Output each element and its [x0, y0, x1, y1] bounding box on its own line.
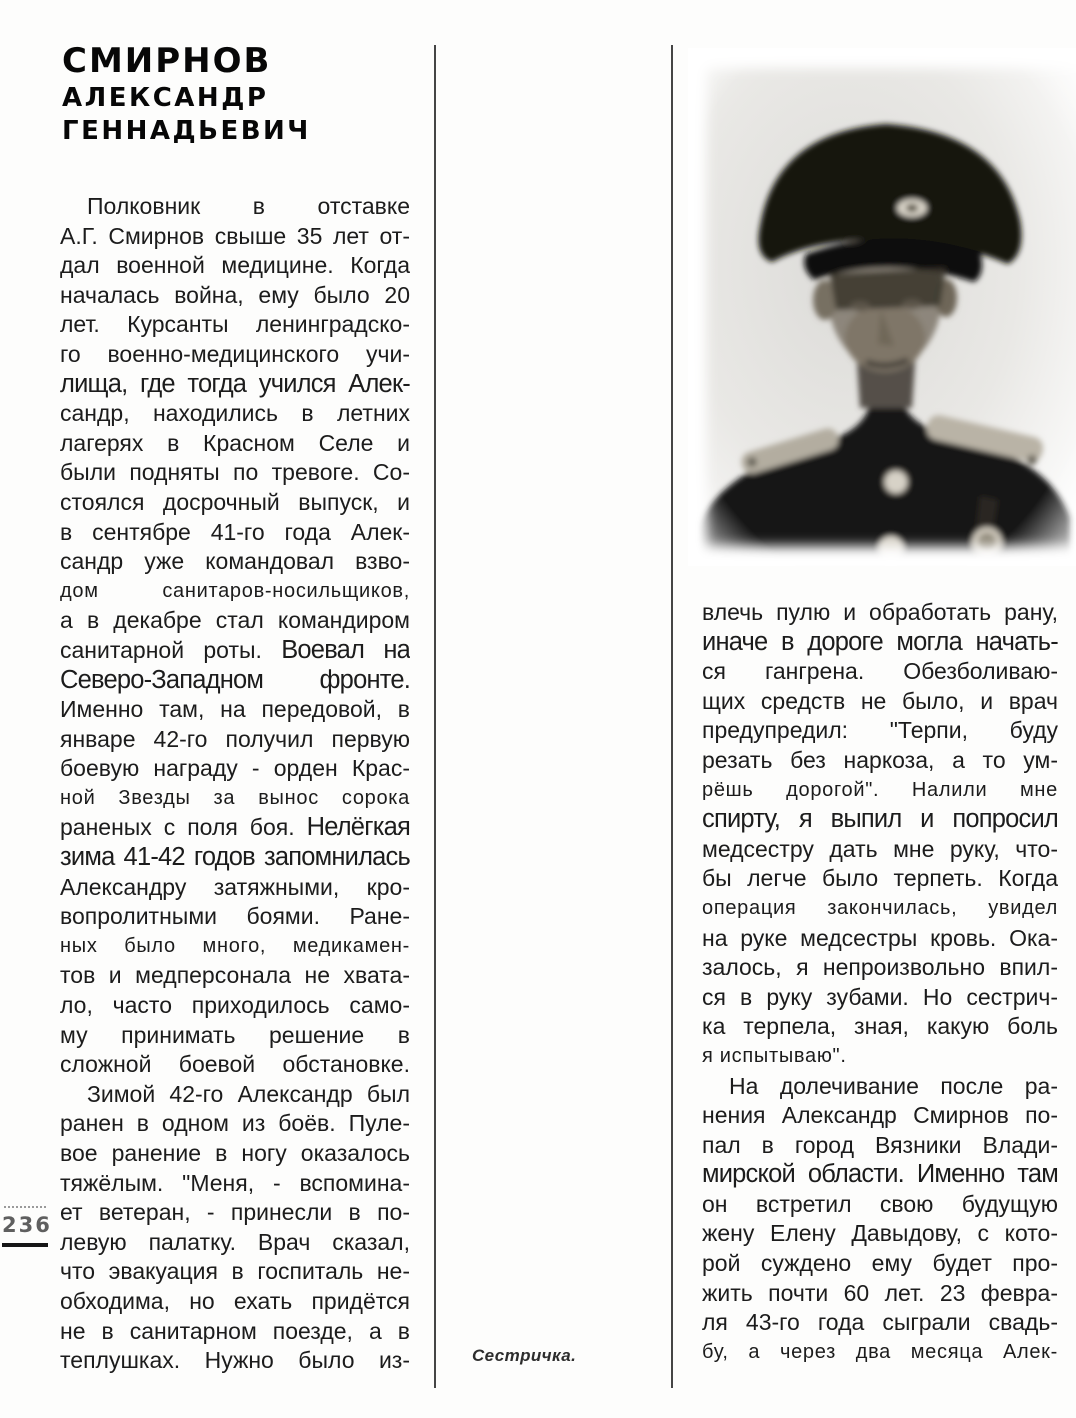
text-line	[702, 1219, 1058, 1249]
text-segment: бу, а через два месяца Алек-	[702, 1340, 1058, 1363]
text-segment: ся гангрена. Обезболиваю-	[702, 658, 1058, 685]
text-segment: тяжёлым. "Меня, - вспомина-	[60, 1169, 410, 1196]
text-segment: началась война, ему было 20	[60, 281, 410, 308]
column-divider-left	[434, 45, 436, 1388]
text-line	[702, 746, 1058, 776]
text-segment: тов и медперсонала не хвата-	[60, 962, 410, 989]
text-line	[60, 251, 410, 281]
text-line	[60, 666, 410, 696]
text-line	[60, 784, 410, 814]
text-segment: жить почти 60 лет. 23 февра-	[702, 1279, 1058, 1306]
text-segment: го военно-медицинского учи-	[60, 340, 410, 367]
text-line	[702, 1042, 1058, 1072]
left-column-text	[60, 192, 410, 1382]
portrait-photo-illustration	[688, 48, 1076, 566]
text-segment: боевую награду - орден Крас-	[60, 755, 410, 782]
text-segment: щих средств не было, и врач	[702, 687, 1058, 714]
text-segment: резать без наркоза, а то ум-	[702, 746, 1058, 773]
text-line	[60, 813, 410, 843]
text-line	[702, 1279, 1058, 1309]
text-line	[60, 429, 410, 459]
text-segment: дал военной медицине. Когда	[60, 252, 410, 279]
text-line	[60, 1346, 410, 1376]
text-segment: теплушках. Нужно было из-	[60, 1347, 410, 1374]
text-line	[60, 873, 410, 903]
text-segment: ранен в одном из боёв. Пуле-	[60, 1110, 410, 1137]
text-segment: ля 43-го года сыграли свадь-	[702, 1309, 1058, 1336]
text-segment: санитарной роты.	[60, 636, 282, 663]
text-segment: на руке медсестры кровь. Ока-	[702, 924, 1058, 951]
text-line	[60, 310, 410, 340]
text-segment: зима 41-42 годов запомнилась	[60, 843, 410, 872]
text-segment: вое ранение в ногу оказалось	[60, 1140, 410, 1166]
text-line	[702, 805, 1058, 835]
text-line	[60, 399, 410, 429]
page-number: 236	[2, 1213, 52, 1237]
text-segment: медсестру дать мне руку, что-	[702, 835, 1058, 862]
text-segment: Александру затяжными, кро-	[60, 873, 410, 900]
text-segment: в сентябре 41-го года Алек-	[60, 518, 410, 545]
text-line	[702, 894, 1058, 924]
text-segment: не в санитарном поезде, а в	[60, 1317, 410, 1344]
text-line	[60, 902, 410, 932]
text-line	[60, 1139, 410, 1169]
text-line	[60, 1080, 410, 1110]
text-line	[60, 281, 410, 311]
right-column-text	[702, 598, 1058, 1388]
column-divider-right	[671, 45, 673, 1388]
text-line	[60, 725, 410, 755]
text-segment: ет ветеран, - принесли в по-	[60, 1199, 410, 1226]
text-segment: что эвакуация в госпиталь не-	[60, 1258, 410, 1285]
text-line	[702, 983, 1058, 1013]
title-patronymic: ГЕННАДЬЕВИЧ	[62, 116, 311, 146]
text-line	[60, 1257, 410, 1287]
text-line	[60, 577, 410, 607]
text-line	[60, 222, 410, 252]
text-segment: лагерях в Красном Селе и	[60, 429, 410, 456]
text-segment: бы легче было терпеть. Когда	[702, 865, 1058, 892]
text-line	[702, 1249, 1058, 1279]
text-segment: а в декабре стал командиром	[60, 607, 410, 634]
text-segment: иначе в дороге могла начать-	[702, 627, 1058, 656]
text-line	[60, 1021, 410, 1051]
text-segment: рой суждено ему будет про-	[702, 1250, 1058, 1277]
text-segment: ных было много, медикамен-	[60, 934, 410, 957]
text-segment: А.Г. Смирнов свыше 35 лет от-	[60, 222, 410, 249]
text-segment: сандр, находились в летних	[60, 400, 410, 427]
text-segment: рёшь дорогой". Налили мне	[702, 778, 1058, 801]
text-segment: На долечивание после ра-	[729, 1072, 1058, 1099]
text-line	[60, 458, 410, 488]
text-segment: нения Александр Смирнов по-	[702, 1102, 1058, 1129]
text-line	[702, 1131, 1058, 1161]
text-segment: левую палатку. Врач сказал,	[60, 1228, 410, 1255]
text-segment: Северо-Западном фронте.	[60, 665, 410, 694]
text-line	[702, 953, 1058, 983]
text-line	[60, 340, 410, 370]
text-line	[702, 864, 1058, 894]
text-segment: ной Звезды за вынос сорока	[60, 786, 410, 809]
page-number-rule-bottom	[2, 1243, 48, 1247]
text-line	[702, 1072, 1058, 1102]
article-title	[62, 40, 311, 148]
page-number-block	[2, 1206, 52, 1247]
text-line	[702, 1338, 1058, 1368]
text-segment: были подняты по тревоге. Со-	[60, 459, 410, 486]
text-line	[702, 1160, 1058, 1190]
text-line	[60, 370, 410, 400]
text-line	[702, 924, 1058, 954]
text-segment: ло, часто приходилось само-	[60, 992, 410, 1019]
text-segment: пал в город Вязники Влади-	[702, 1131, 1058, 1158]
text-line	[702, 628, 1058, 658]
title-first-name: АЛЕКСАНДР	[62, 83, 269, 113]
text-line	[702, 1012, 1058, 1042]
text-segment: жену Елену Давыдову, с кото-	[702, 1220, 1058, 1247]
text-line	[60, 1228, 410, 1258]
portrait-photo	[688, 48, 1076, 566]
text-line	[702, 598, 1058, 628]
text-line	[702, 776, 1058, 806]
text-line	[60, 843, 410, 873]
text-line	[60, 754, 410, 784]
text-line	[60, 518, 410, 548]
text-segment: мирской области. Именно там	[702, 1160, 1058, 1189]
text-segment: влечь пулю и обработать рану,	[702, 599, 1058, 625]
text-line	[60, 1287, 410, 1317]
text-segment: стоялся досрочный выпуск, и	[60, 488, 410, 515]
text-line	[702, 1190, 1058, 1220]
text-line	[60, 695, 410, 725]
text-segment: вопролитными боями. Ране-	[60, 903, 410, 930]
text-line	[60, 1169, 410, 1199]
text-line	[60, 991, 410, 1021]
text-line	[60, 1109, 410, 1139]
text-line	[702, 657, 1058, 687]
text-segment: сложной боевой обстановке.	[60, 1051, 410, 1078]
text-line	[702, 716, 1058, 746]
text-line	[60, 606, 410, 636]
text-segment: лища, где тогда учился Алек-	[60, 369, 410, 398]
text-segment: Именно там, на передовой, в	[60, 696, 410, 723]
title-surname: СМИРНОВ	[62, 41, 272, 81]
text-line	[60, 1198, 410, 1228]
page-number-rule-top	[4, 1206, 46, 1208]
text-segment: операция закончилась, увидел	[702, 896, 1058, 919]
text-segment: январе 42-го получил первую	[60, 725, 410, 752]
text-segment: Нелёгкая	[306, 813, 410, 842]
text-segment: ся в руку зубами. Но сестрич-	[702, 983, 1058, 1010]
text-segment: я испытываю".	[702, 1044, 847, 1067]
text-segment: залось, я непроизвольно впил-	[702, 954, 1058, 981]
text-line	[60, 192, 410, 222]
text-line	[702, 835, 1058, 865]
text-segment: Зимой 42-го Александр был	[87, 1080, 410, 1107]
text-line	[60, 547, 410, 577]
text-segment: дом санитаров-носильщиков,	[60, 579, 410, 602]
text-segment: спирту, я выпил и попросил	[702, 805, 1058, 834]
text-segment: Полковник в отставке	[87, 193, 410, 219]
text-segment: обходима, но ехать придётся	[60, 1287, 410, 1314]
text-segment: Воевал на	[281, 635, 410, 664]
text-line	[702, 1308, 1058, 1338]
text-line	[60, 1050, 410, 1080]
text-segment: раненых с поля боя.	[60, 814, 307, 841]
text-line	[60, 932, 410, 962]
text-segment: сандр уже командовал взво-	[60, 548, 410, 575]
text-line	[60, 1317, 410, 1347]
text-segment: му принимать решение в	[60, 1021, 410, 1048]
photo-caption: Сестричка.	[472, 1346, 577, 1365]
text-line	[702, 687, 1058, 717]
text-segment: он встретил свою будущую	[702, 1190, 1058, 1217]
text-line	[60, 636, 410, 666]
text-segment: предупредил: "Терпи, буду	[702, 717, 1058, 744]
text-line	[702, 1101, 1058, 1131]
text-line	[60, 961, 410, 991]
text-segment: ка терпела, зная, какую боль	[702, 1013, 1058, 1040]
text-line	[60, 488, 410, 518]
text-segment: лет. Курсанты ленинградско-	[60, 311, 410, 338]
